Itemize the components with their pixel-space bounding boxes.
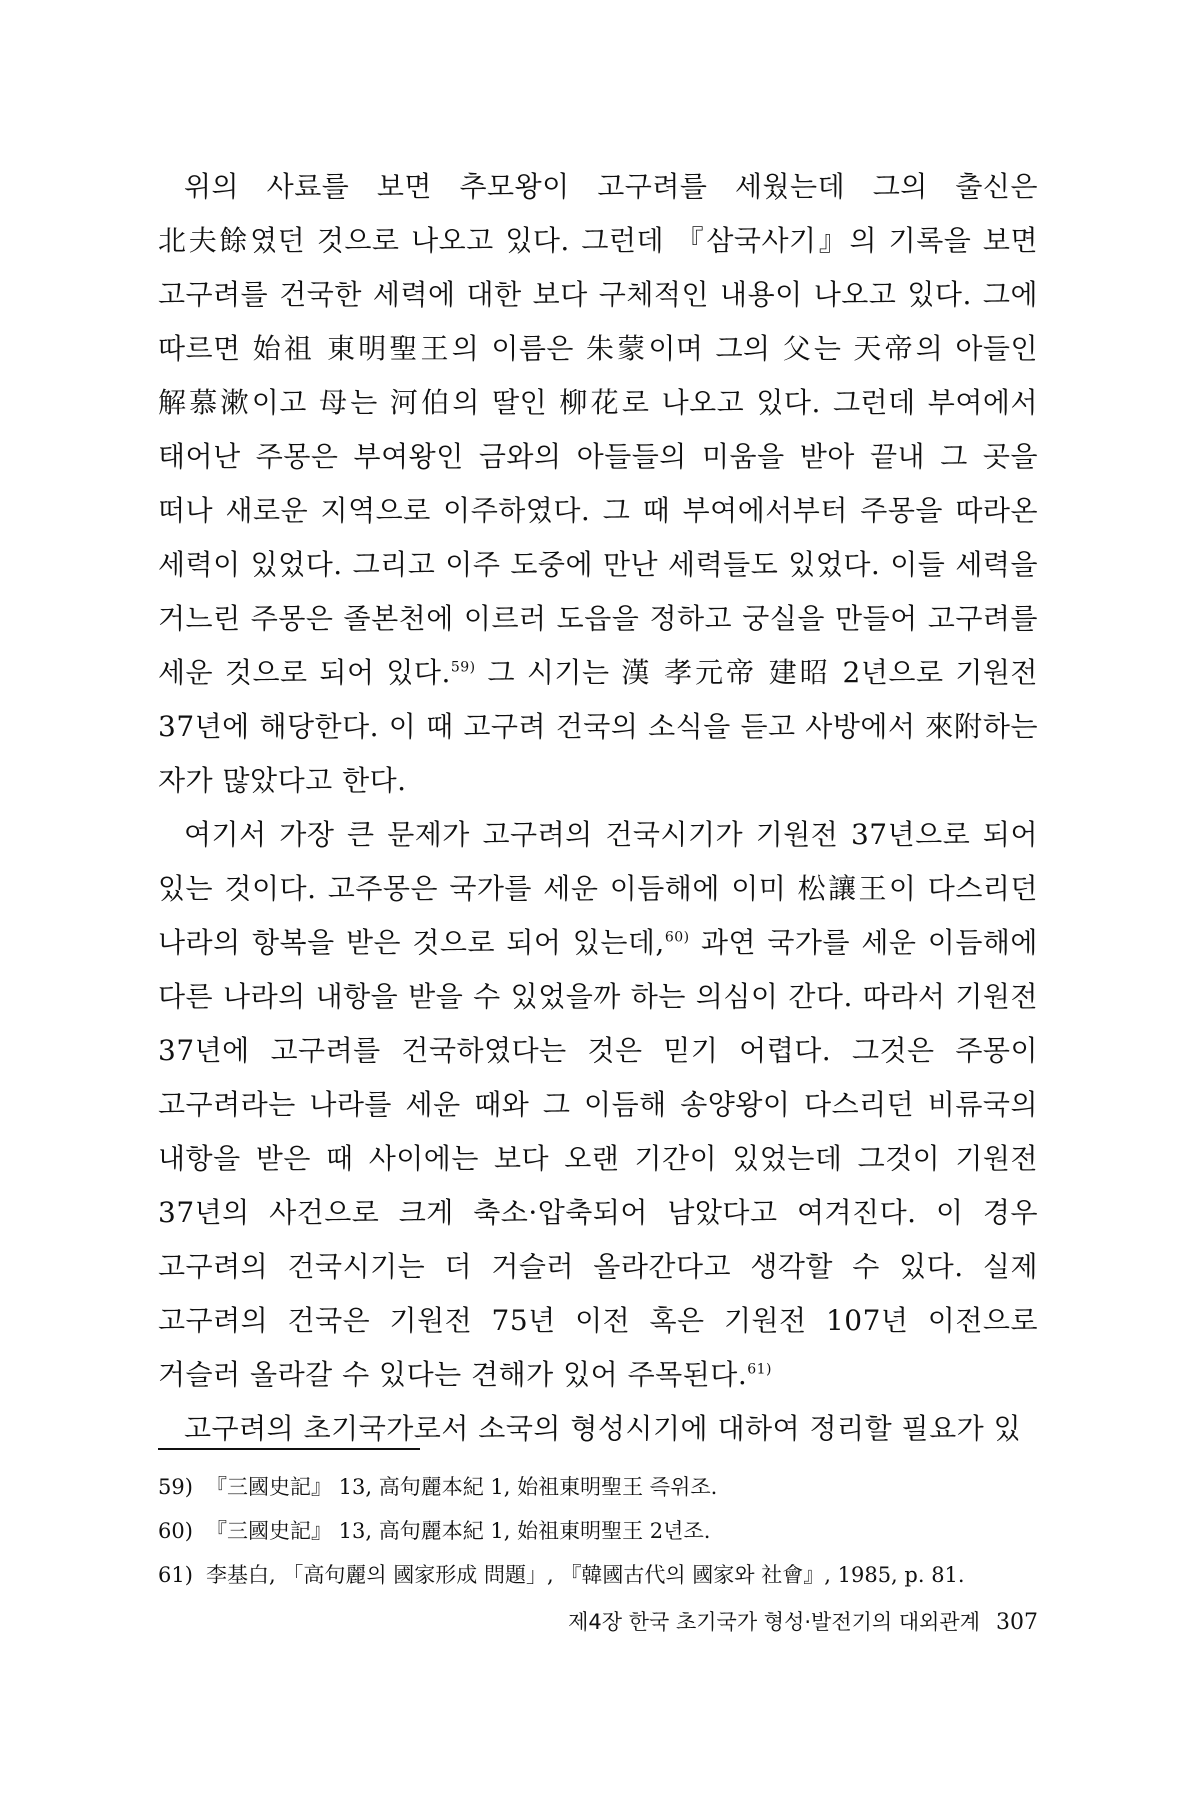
footnote-text: 『三國史記』 13, 高句麗本紀 1, 始祖東明聖王 즉위조. [206, 1475, 718, 1499]
paragraph-2-text-after: 과연 국가를 세운 이듬해에 다른 나라의 내항을 받을 수 있었을까 하는 의심이 간다. 따라서 기원전 37년에 고구려를 건국하였다는 것은 믿기 어렵다. 그것은 주몽이 고구려라는 나라를 세운 때와 그 이듬해 송양왕이 다스리던 비류국의 내항을 받은 때 사이에는 보다 오랜 기간이 있었는데 그것이 기원전 37년의 사건으로 크게 축소·압축되어 남았다고 여겨진다. 이 경우 고구려의 건국시기는 더 거슬러 올라간다고 생각할 수 있다. 실제 고구려의 건국은 기원전 75년 이전 혹은 기원전 107년 이전으로 거슬러 올라갈 수 있다는 견해가 있어 주목된다. [158, 926, 1038, 1391]
footnote-ref-61: 61) [747, 1361, 772, 1378]
footnote-text: 『三國史記』 13, 高句麗本紀 1, 始祖東明聖王 2년조. [206, 1519, 711, 1543]
paragraph-2-text-before: 여기서 가장 큰 문제가 고구려의 건국시기가 기원전 37년으로 되어 있는 것이다. 고주몽은 국가를 세운 이듬해에 이미 松讓王이 다스리던 나라의 항복을 받은 것으로 되어 있는데, [158, 818, 1038, 959]
footnote-59 [158, 1465, 1038, 1509]
footnote-number: 60) [158, 1519, 193, 1543]
paragraph-1-text-after: 그 시기는 漢 孝元帝 建昭 2년으로 기원전 37년에 해당한다. 이 때 고구려 건국의 소식을 듣고 사방에서 來附하는 자가 많았다고 한다. [158, 656, 1038, 797]
footnote-61 [158, 1553, 1038, 1597]
running-footer [500, 1605, 1038, 1640]
chapter-title: 제4장 한국 초기국가 형성·발전기의 대외관계 [568, 1610, 980, 1634]
paragraph-1-text-before: 위의 사료를 보면 추모왕이 고구려를 세웠는데 그의 출신은 北夫餘였던 것으로 나오고 있다. 그런데 『삼국사기』의 기록을 보면 고구려를 건국한 세력에 대한 보다 구체적인 내용이 나오고 있다. 그에 따르면 始祖 東明聖王의 이름은 朱蒙이며 그의 父는 天帝의 아들인 解慕漱이고 母는 河伯의 딸인 柳花로 나오고 있다. 그런데 부여에서 태어난 주몽은 부여왕인 금와의 아들들의 미움을 받아 끝내 그 곳을 떠나 새로운 지역으로 이주하였다. 그 때 부여에서부터 주몽을 따라온 세력이 있었다. 그리고 이주 도중에 만난 세력들도 있었다. 이들 세력을 거느린 주몽은 졸본천에 이르러 도읍을 정하고 궁실을 만들어 고구려를 세운 것으로 되어 있다. [158, 170, 1038, 689]
footnote-ref-60: 60) [664, 929, 690, 946]
footnote-divider [158, 1448, 420, 1450]
paragraph-3-text: 고구려의 초기국가로서 소국의 형성시기에 대하여 정리할 필요가 있 [184, 1412, 1022, 1445]
body-text [158, 160, 1038, 1456]
page-number: 307 [996, 1610, 1038, 1635]
footnote-text: 李基白, 「高句麗의 國家形成 問題」, 『韓國古代의 國家와 社會』, 1985, p. 81. [206, 1563, 965, 1587]
footnote-number: 61) [158, 1563, 193, 1587]
paragraph-1 [158, 160, 1038, 808]
footnote-number: 59) [158, 1475, 193, 1499]
footnotes [158, 1465, 1038, 1597]
footnote-60 [158, 1509, 1038, 1553]
paragraph-2 [158, 808, 1038, 1402]
footnote-ref-59: 59) [450, 659, 476, 676]
